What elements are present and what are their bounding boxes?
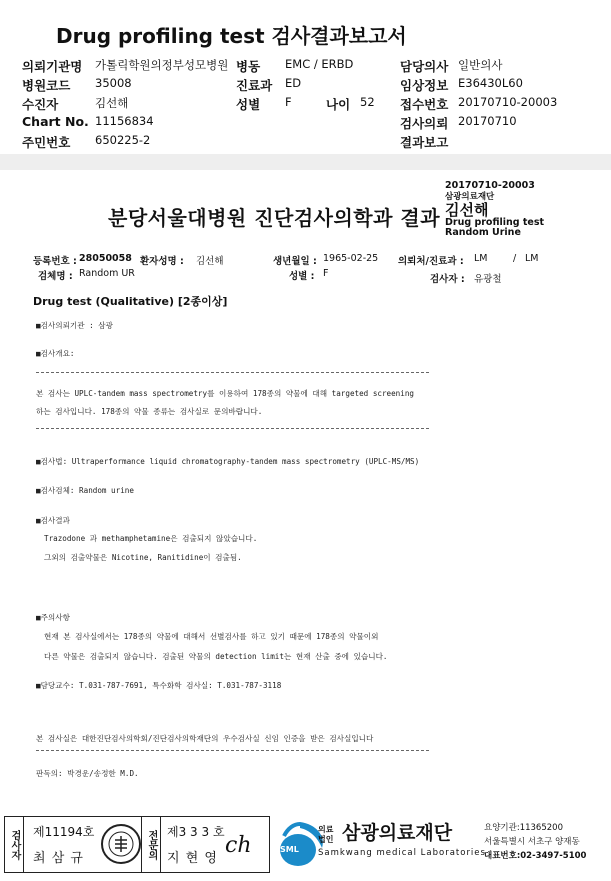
field-value: 20170710: [458, 114, 517, 128]
dept-value-2: LM: [525, 253, 539, 264]
field-value: 가톨릭학원의정부성모병원: [95, 58, 229, 72]
address: 서울특별시 서초구 양재동: [484, 837, 580, 847]
tester-value: 유광철: [474, 274, 502, 285]
field-label: 접수번호: [400, 97, 449, 112]
examiner-license-no: 제11194호: [33, 825, 95, 839]
dept-label: 의뢰처/진료과 :: [398, 256, 464, 267]
signature-box: [4, 816, 270, 873]
scan-band: [0, 154, 611, 170]
reg-no-label: 등록번호 :: [33, 256, 77, 267]
line-result-2: 그외의 검출약물은 Nicotine, Ranitidine이 검출됨.: [44, 553, 242, 562]
specialist-signature: ch: [225, 833, 252, 858]
patient-name-value: 김선해: [196, 256, 224, 267]
line-caution-2: 다른 약물은 검출되지 않습니다. 검출된 약물의 detection limit는 현재 산출 중에 있습니다.: [44, 652, 388, 661]
field-label: 임상정보: [400, 78, 449, 93]
dept-separator: /: [513, 253, 517, 264]
divider: [36, 372, 429, 373]
section-title: Drug test (Qualitative) [2종이상]: [33, 295, 228, 308]
field-label: 병동: [236, 59, 261, 74]
divider: [36, 750, 429, 751]
specimen-label: 검체명 :: [38, 271, 73, 282]
sex-value: F: [323, 268, 329, 279]
field-label: 나이: [326, 97, 351, 112]
field-value: 일반의사: [458, 58, 503, 72]
line-specimen: ■검사검체: Random urine: [36, 486, 134, 495]
patient-name-label: 환자성명 :: [140, 256, 184, 267]
field-label: 담당의사: [400, 59, 449, 74]
field-value: F: [285, 95, 292, 109]
field-label: Chart No.: [22, 114, 89, 129]
field-label: 결과보고: [400, 135, 449, 150]
report-title: Drug profiling test 검사결과보고서: [56, 24, 407, 48]
logo-name: 삼광의료재단: [342, 822, 453, 844]
line-caution: ■주의사항: [36, 613, 70, 622]
field-value: 20170710-20003: [458, 95, 558, 109]
sex-label: 성별 :: [289, 271, 315, 282]
field-value: 35008: [95, 76, 132, 90]
field-value: ED: [285, 76, 302, 90]
id-patient-name: 김선해: [445, 201, 489, 219]
examiner-label: [5, 817, 24, 872]
phone: 대표번호:02-3497-5100: [484, 851, 587, 861]
id-test-name: Drug profiling test: [445, 217, 545, 228]
field-label: 성별: [236, 97, 261, 112]
line-caution-1: 현재 본 검사실에서는 178종의 약물에 대해서 선별검사를 하고 있기 때문에 178종의 약물이외: [44, 632, 379, 641]
line-overview: ■검사개요:: [36, 349, 75, 358]
specialist-license-no: 제3 3 3 호: [167, 825, 225, 839]
field-label: 병원코드: [22, 78, 71, 93]
field-value: EMC / ERBD: [285, 57, 354, 71]
dept-value-1: LM: [474, 253, 488, 264]
line-overview-1: 본 검사는 UPLC-tandem mass spectrometry를 이용하여 178종의 약물에 대해 targeted screening: [36, 389, 414, 398]
field-value: E36430L60: [458, 76, 523, 90]
field-value: 52: [360, 95, 375, 109]
line-result: ■검사결과: [36, 516, 70, 525]
field-value: 김선해: [95, 96, 129, 110]
examiner-name: 최 삼 규: [33, 851, 84, 866]
field-value: 11156834: [95, 114, 154, 128]
logo-small-2: 법인: [318, 835, 334, 844]
specimen-value: Random UR: [79, 268, 135, 279]
line-institution: ■검사의뢰기관 : 삼광: [36, 321, 113, 330]
specialist-name: 지 현 영: [167, 851, 218, 866]
field-label: 수진자: [22, 97, 59, 112]
field-label: 검사의뢰: [400, 116, 449, 131]
dob-label: 생년월일 :: [273, 256, 317, 267]
tester-label: 검사자 :: [430, 274, 465, 285]
examiner-seal-icon: [101, 824, 141, 864]
line-result-1: Trazodone 과 methamphetamine은 검출되지 않았습니다.: [44, 534, 258, 543]
logo-english-name: Samkwang medical Laboratories: [318, 848, 486, 858]
line-overview-2: 하는 검사입니다. 178종의 약물 종류는 검사실로 문의바랍니다.: [36, 407, 263, 416]
field-label: 진료과: [236, 78, 273, 93]
reg-no-value: 28050058: [79, 253, 132, 264]
field-label: 의뢰기관명: [22, 59, 83, 74]
logo-small-1: 의료: [318, 825, 334, 834]
hospital-report-title: 분당서울대병원 진단검사의학과 결과: [108, 206, 441, 230]
dob-value: 1965-02-25: [323, 253, 379, 264]
foundation-label: 삼광의료재단: [445, 192, 495, 202]
field-label: 주민번호: [22, 135, 71, 150]
specialist-label: [141, 817, 161, 872]
specimen-number: 20170710-20003: [445, 180, 535, 191]
line-contact: ■담당교수: T.031-787-7691, 특수화학 검사실: T.031-787-3118: [36, 681, 282, 690]
field-value: 650225-2: [95, 133, 151, 147]
line-reader: 판독의: 박경운/송정한 M.D.: [36, 769, 139, 778]
examiner-label-text: 검사자: [9, 829, 20, 860]
divider: [36, 428, 429, 429]
specialist-label-text: 전문의: [146, 829, 157, 860]
logo-badge-text: SML: [280, 845, 299, 854]
facility-code: 요양기관:11365200: [484, 823, 563, 833]
id-specimen: Random Urine: [445, 227, 521, 238]
line-method: ■검사법: Ultraperformance liquid chromatography-tandem mass spectrometry (UPLC-MS/MS): [36, 457, 420, 466]
line-certify: 본 검사실은 대한진단검사의학회/진단검사의학재단의 우수검사실 신임 인증을 받은 검사실입니다: [36, 734, 374, 743]
